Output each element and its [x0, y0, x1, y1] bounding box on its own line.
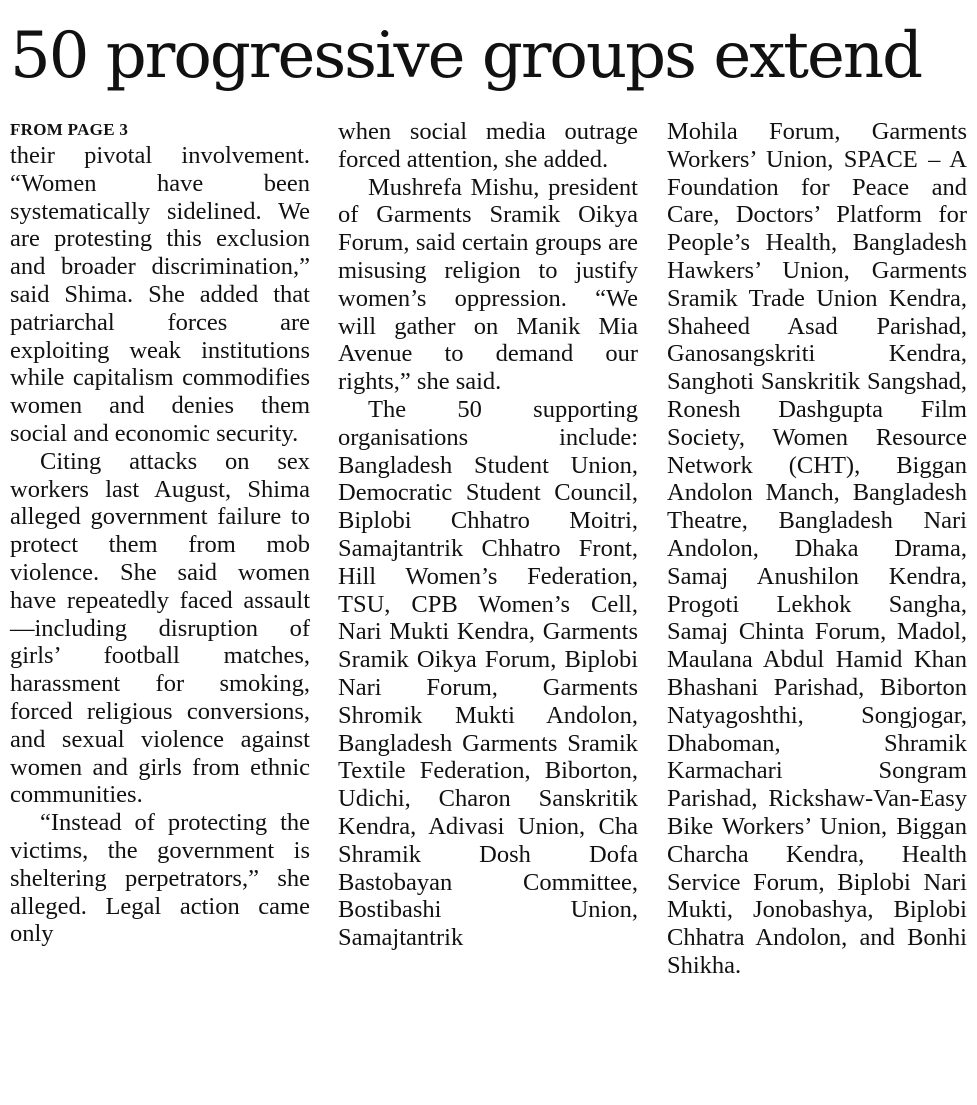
- paragraph: “Instead of protecting the victims, the government is sheltering perpetrators,” she alleged. Legal action came only: [10, 809, 310, 948]
- continued-from-label: FROM PAGE 3: [10, 120, 129, 139]
- paragraph: Mushrefa Mishu, president of Garments Sramik Oikya Forum, said certain groups are misusing religion to justify women’s oppression. “We will gather on Manik Mia Avenue to demand our rights,” she said.: [338, 173, 638, 396]
- paragraph: when social media outrage forced attention, she added.: [338, 118, 638, 173]
- article-column-1: [10, 118, 310, 948]
- article-column-3: [667, 118, 967, 980]
- article-column-2: [338, 118, 638, 952]
- paragraph: their pivotal involvement. “Women have been systematically sidelined. We are protesting this exclusion and broader discrimination,” said Shima. She added that patriarchal forces are exploiting weak institutions while capitalism commodifies women and denies them social and economic security.: [10, 142, 310, 447]
- paragraph: Citing attacks on sex workers last August, Shima alleged government failure to protect them from mob violence. She said women have repeatedly faced assault—including disruption of girls’ football matches, harassment for smoking, forced religious conversions, and sexual violence against women and girls from ethnic communities.: [10, 447, 310, 809]
- paragraph: Mohila Forum, Garments Workers’ Union, SPACE – A Foundation for Peace and Care, Doctors’ Platform for People’s Health, Bangladesh Hawkers’ Union, Garments Sramik Trade Union Kendra, Shaheed Asad Parishad, Ganosangskriti Kendra, Sanghoti Sanskritik Sangshad, Ronesh Dashgupta Film Society, Women Resource Network (CHT), Biggan Andolon Manch, Bangladesh Theatre, Bangladesh Nari Andolon, Dhaka Drama, Samaj Anushilon Kendra, Progoti Lekhok Sangha, Samaj Chinta Forum, Madol, Maulana Abdul Hamid Khan Bhashani Parishad, Biborton Natyagoshthi, Songjogar, Dhaboman, Shramik Karmachari Songram Parishad, Rickshaw-Van-Easy Bike Workers’ Union, Biggan Charcha Kendra, Health Service Forum, Biplobi Nari Mukti, Jonobashya, Biplobi Chhatra Andolon, and Bonhi Shikha.: [667, 118, 967, 979]
- headline: 50 progressive groups extend: [10, 19, 922, 93]
- paragraph: The 50 supporting organisations include: Bangladesh Student Union, Democratic Student Council, Biplobi Chhatro Moitri, Samajtantrik Chhatro Front, Hill Women’s Federation, TSU, CPB Women’s Cell, Nari Mukti Kendra, Garments Sramik Oikya Forum, Biplobi Nari Forum, Garments Shromik Mukti Andolon, Bangladesh Garments Sramik Textile Federation, Biborton, Udichi, Charon Sanskritik Kendra, Adivasi Union, Cha Shramik Dosh Dofa Bastobayan Committee, Bostibashi Union, Samajtantrik: [338, 395, 638, 952]
